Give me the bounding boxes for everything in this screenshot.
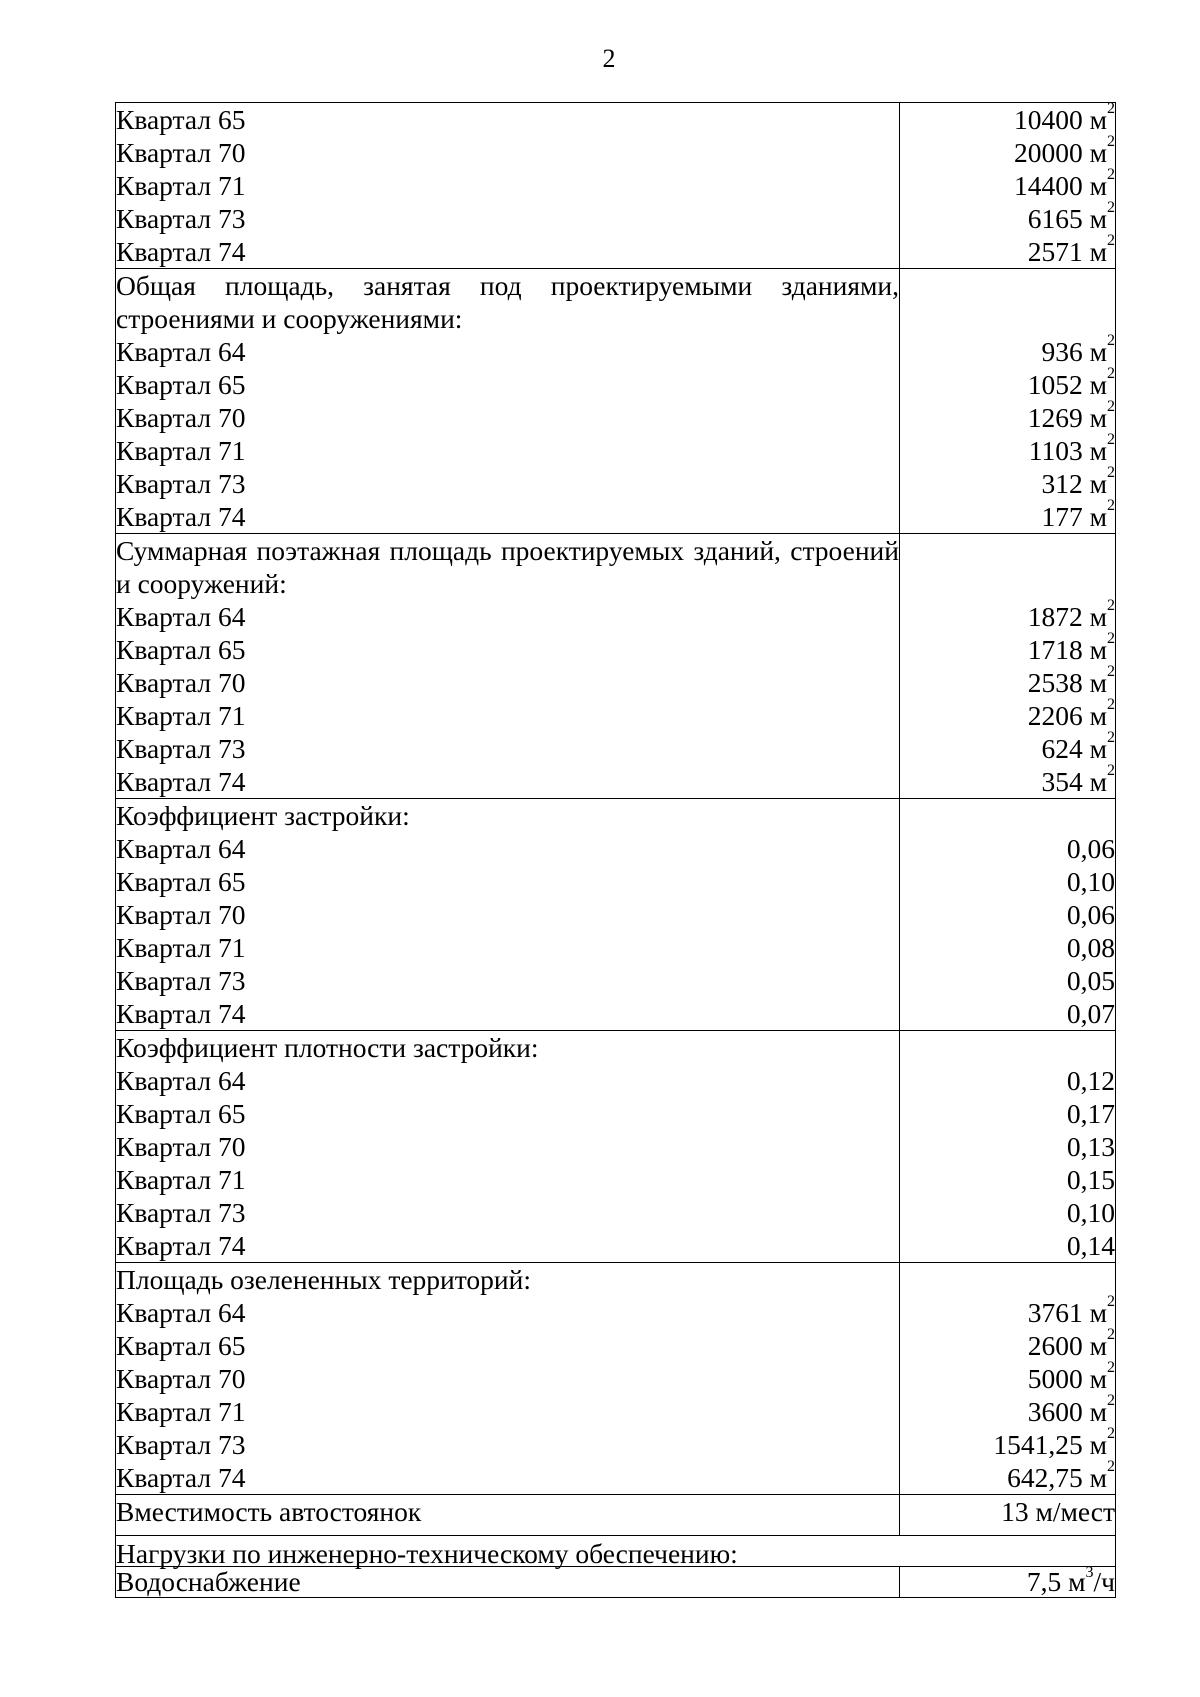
value-superscript: 2 [1107,497,1115,514]
section-values-cell [900,269,1116,534]
block-value [900,1163,1115,1196]
block-label: Квартал 71 [116,1396,246,1427]
section-row [116,799,1116,1031]
block-label: Квартал 64 [116,601,246,632]
parking-row [116,1495,1116,1536]
value-text: 5000 м [1027,1363,1107,1394]
section-labels-cell [116,103,900,269]
value-text: 2206 м [1027,700,1107,731]
block-value [900,464,1115,500]
parking-label: Вместимость автостоянок [116,1496,422,1527]
page-number: 2 [602,44,616,73]
value-spacer [900,269,1115,302]
water-row [116,1567,1116,1598]
value-text: 936 м [1041,336,1107,367]
value-text: 0,12 [1066,1065,1115,1096]
value-text: 2600 м [1027,1330,1107,1361]
value-text: 1872 м [1027,601,1107,632]
value-text: 3600 м [1027,1396,1107,1427]
block-label: Квартал 74 [116,1462,246,1493]
section-heading: Общая площадь, занятая под проектируемыми зданиями, строениями и сооружениями: [116,270,899,334]
block-label: Квартал 70 [116,899,246,930]
section-labels-cell [116,269,900,534]
value-superscript: 2 [1107,1392,1115,1409]
section-heading: Суммарная поэтажная площадь проектируемых зданий, строений и сооружений: [116,535,899,599]
block-label: Квартал 71 [116,1164,246,1195]
block-label: Квартал 64 [116,1297,246,1328]
block-label: Квартал 74 [116,236,246,267]
block-value [900,997,1115,1030]
value-text: 0,06 [1066,833,1115,864]
parking-value-cell [900,1495,1116,1536]
engineering-heading-row [116,1536,1116,1567]
value-text: 0,15 [1066,1164,1115,1195]
value-text: 0,05 [1066,965,1115,996]
value-text: 1103 м [1028,435,1107,466]
section-values-cell [900,100,1116,269]
section-labels-cell [116,799,900,1031]
water-value-superscript: 3 [1085,1564,1094,1581]
indicators-table [115,102,1116,1598]
water-label-cell [116,1567,900,1598]
block-value [900,1392,1115,1428]
value-text: 14400 м [1013,170,1107,201]
value-spacer [900,1031,1115,1064]
block-label: Квартал 71 [116,435,246,466]
section-row [116,103,1116,269]
value-text: 1269 м [1027,402,1107,433]
block-value [900,1229,1115,1262]
block-label: Квартал 65 [116,104,246,135]
block-label: Квартал 74 [116,1230,246,1261]
section-heading: Коэффициент застройки: [116,800,410,831]
value-text: 0,14 [1066,1230,1115,1261]
value-text: 20000 м [1013,137,1107,168]
block-value [900,696,1115,732]
parking-value: 13 м/мест [1001,1496,1115,1527]
block-label: Квартал 73 [116,733,246,764]
value-superscript: 2 [1107,100,1115,117]
value-superscript: 2 [1107,597,1115,614]
value-text: 177 м [1041,501,1107,532]
value-text: 0,06 [1066,899,1115,930]
engineering-heading: Нагрузки по инженерно-техническому обеспечению: [116,1538,738,1569]
block-value [900,1097,1115,1130]
water-value-prefix: 7,5 м [1026,1566,1086,1597]
block-value [900,1425,1115,1461]
value-text: 1052 м [1027,369,1107,400]
value-superscript: 2 [1107,166,1115,183]
block-label: Квартал 73 [116,1429,246,1460]
water-value-cell [900,1564,1116,1598]
section-row [116,534,1116,799]
block-label: Квартал 64 [116,336,246,367]
value-text: 624 м [1041,733,1107,764]
water-value [900,1564,1115,1597]
value-spacer [900,567,1115,600]
block-value [900,865,1115,898]
value-text: 1718 м [1027,634,1107,665]
block-value [900,597,1115,633]
block-value [900,1359,1115,1395]
value-text: 354 м [1041,766,1107,797]
section-heading: Площадь озелененных территорий: [116,1264,531,1295]
block-value [900,365,1115,401]
value-text: 0,10 [1066,1197,1115,1228]
value-text: 0,07 [1066,998,1115,1029]
section-values-cell [900,1031,1116,1263]
value-superscript: 2 [1107,1458,1115,1475]
section-labels-cell [116,1031,900,1263]
value-text: 0,08 [1066,932,1115,963]
engineering-heading-cell [116,1536,1116,1567]
section-labels-cell [116,534,900,799]
value-superscript: 2 [1107,1326,1115,1343]
block-label: Квартал 70 [116,402,246,433]
value-text: 0,13 [1066,1131,1115,1162]
value-text: 6165 м [1027,203,1107,234]
block-value [900,832,1115,865]
block-label: Квартал 71 [116,932,246,963]
value-text: 0,10 [1066,866,1115,897]
section-values-cell [900,1263,1116,1495]
block-value [900,100,1115,136]
block-value [900,630,1115,666]
value-superscript: 2 [1107,133,1115,150]
value-spacer [900,302,1115,335]
value-text: 312 м [1041,468,1107,499]
block-value [900,1326,1115,1362]
water-label: Водоснабжение [116,1566,301,1597]
value-text: 10400 м [1013,104,1107,135]
block-value [900,1458,1115,1494]
block-label: Квартал 65 [116,1098,246,1129]
value-superscript: 2 [1107,365,1115,382]
block-value [900,1130,1115,1163]
block-label: Квартал 64 [116,1065,246,1096]
value-superscript: 2 [1107,729,1115,746]
parking-label-cell [116,1495,900,1536]
block-label: Квартал 74 [116,998,246,1029]
section-values-cell [900,799,1116,1031]
value-text: 0,17 [1066,1098,1115,1129]
value-superscript: 2 [1107,332,1115,349]
block-label: Квартал 65 [116,369,246,400]
block-value [900,663,1115,699]
value-text: 1541,25 м [993,1429,1107,1460]
block-value [900,931,1115,964]
block-value [900,1064,1115,1097]
block-label: Квартал 70 [116,667,246,698]
value-text: 2538 м [1027,667,1107,698]
block-label: Квартал 74 [116,501,246,532]
block-label: Квартал 65 [116,866,246,897]
block-label: Квартал 70 [116,1131,246,1162]
block-value [900,332,1115,368]
block-value [900,1196,1115,1229]
block-label: Квартал 74 [116,766,246,797]
block-value [900,133,1115,169]
block-label: Квартал 73 [116,468,246,499]
section-heading: Коэффициент плотности застройки: [116,1032,539,1063]
block-value [900,199,1115,235]
block-label: Квартал 70 [116,137,246,168]
value-spacer [900,799,1115,832]
block-value [900,964,1115,997]
block-label: Квартал 64 [116,833,246,864]
block-label: Квартал 65 [116,634,246,665]
block-label: Квартал 71 [116,700,246,731]
value-superscript: 2 [1107,232,1115,249]
value-superscript: 2 [1107,464,1115,481]
value-superscript: 2 [1107,630,1115,647]
value-superscript: 2 [1107,199,1115,216]
value-text: 642,75 м [1007,1462,1107,1493]
section-values-cell [900,534,1116,799]
value-text: 2571 м [1027,236,1107,267]
block-value [900,898,1115,931]
block-value [900,398,1115,434]
section-row [116,1263,1116,1495]
value-superscript: 2 [1107,1293,1115,1310]
value-superscript: 2 [1107,431,1115,448]
block-label: Квартал 73 [116,203,246,234]
section-labels-cell [116,1263,900,1495]
value-superscript: 2 [1107,696,1115,713]
value-spacer [900,534,1115,567]
block-value [900,232,1115,268]
value-superscript: 2 [1107,1425,1115,1442]
block-value [900,431,1115,467]
value-text: 3761 м [1027,1297,1107,1328]
value-superscript: 2 [1107,398,1115,415]
block-value [900,729,1115,765]
block-value [900,762,1115,798]
section-row [116,269,1116,534]
block-value [900,166,1115,202]
block-label: Квартал 71 [116,170,246,201]
value-superscript: 2 [1107,663,1115,680]
value-superscript: 2 [1107,1359,1115,1376]
block-value [900,1293,1115,1329]
water-value-suffix: /ч [1093,1566,1115,1597]
value-superscript: 2 [1107,762,1115,779]
block-label: Квартал 70 [116,1363,246,1394]
block-value [900,497,1115,533]
block-label: Квартал 73 [116,1197,246,1228]
section-row [116,1031,1116,1263]
value-spacer [900,1263,1115,1296]
block-label: Квартал 73 [116,965,246,996]
block-label: Квартал 65 [116,1330,246,1361]
